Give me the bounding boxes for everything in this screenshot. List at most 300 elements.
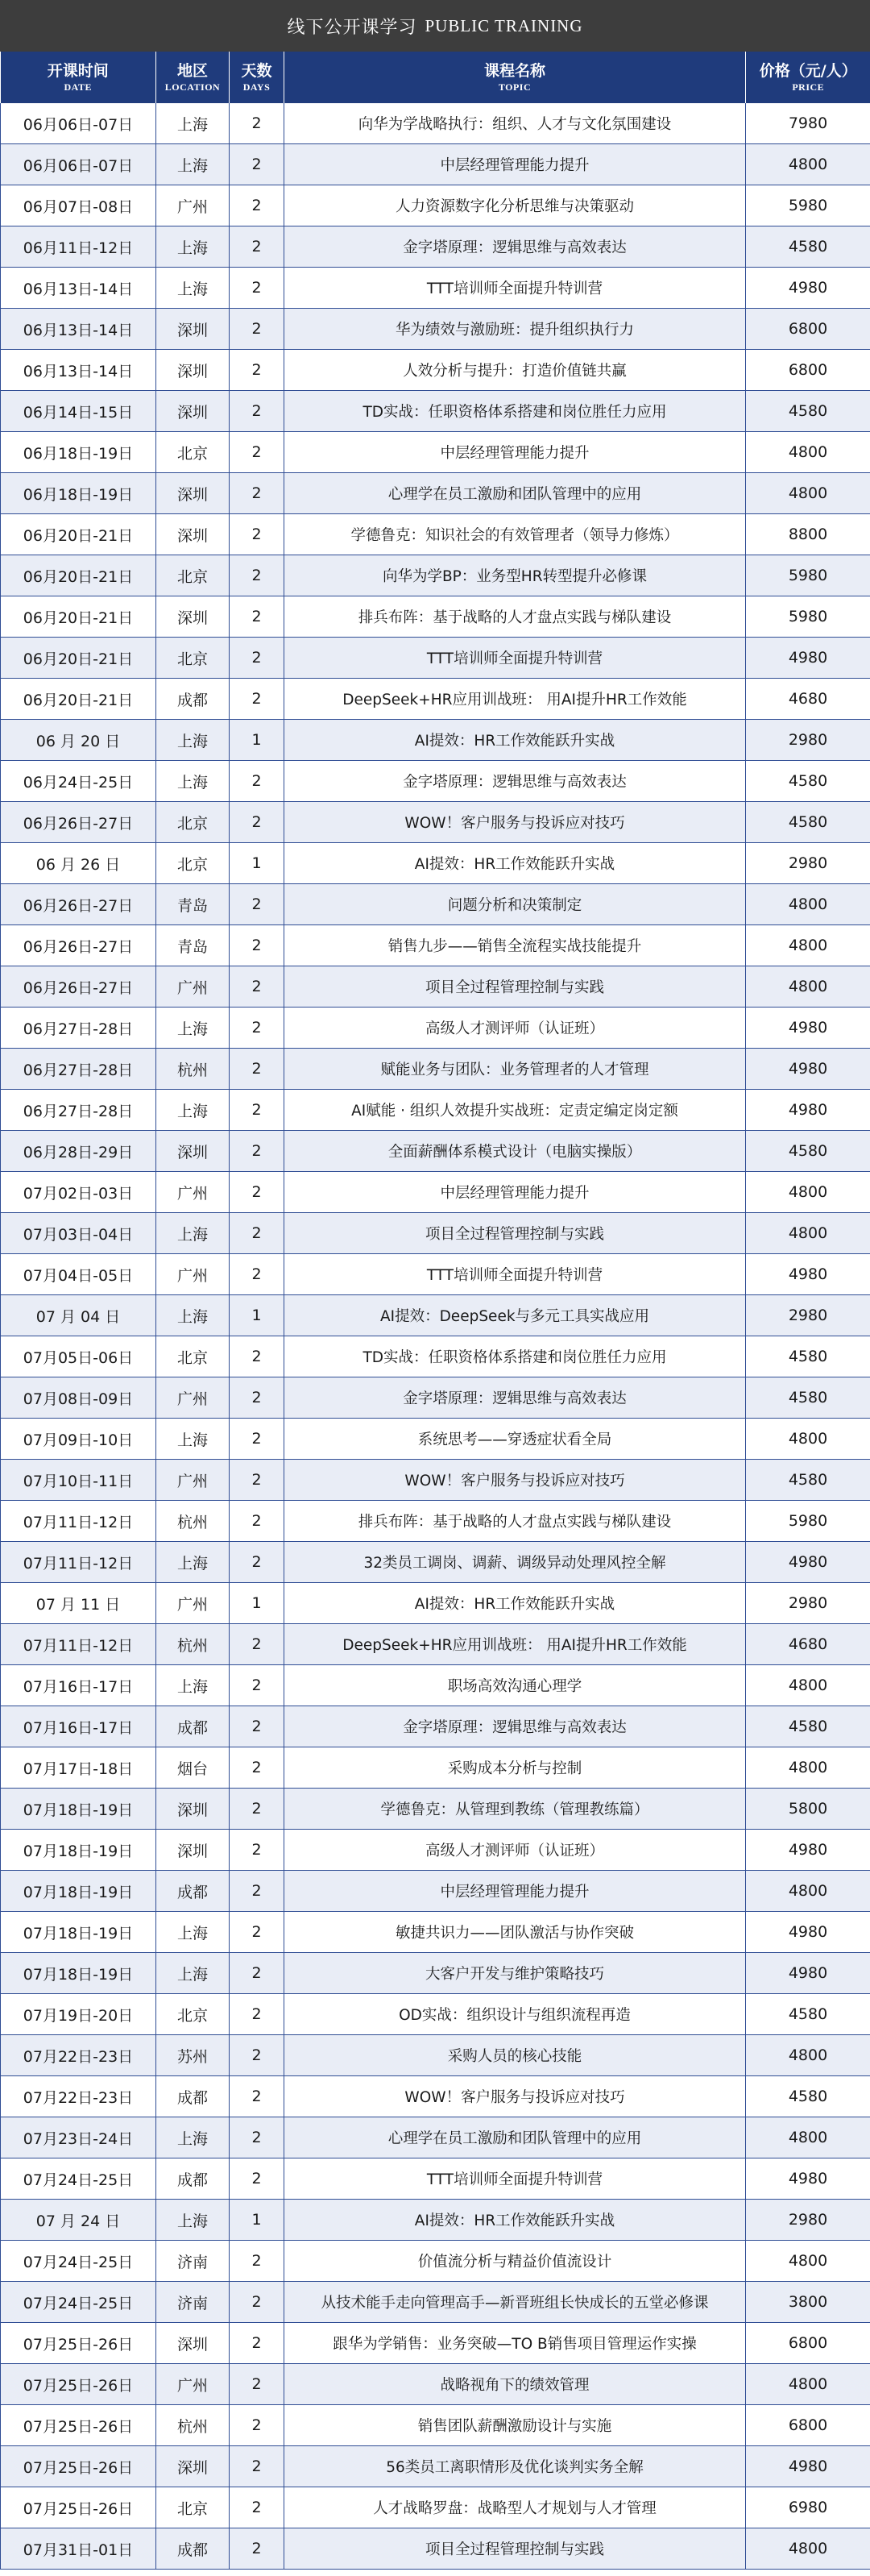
cell-price: 4680 bbox=[746, 1624, 870, 1665]
cell-topic: 金字塔原理：逻辑思维与高效表达 bbox=[284, 1706, 746, 1747]
cell-date: 07月09日-10日 bbox=[1, 1419, 156, 1460]
cell-date: 07月10日-11日 bbox=[1, 1460, 156, 1501]
cell-topic: 金字塔原理：逻辑思维与高效表达 bbox=[284, 226, 746, 268]
cell-location: 北京 bbox=[156, 802, 230, 843]
cell-topic: 学德鲁克：从管理到教练（管理教练篇） bbox=[284, 1789, 746, 1830]
cell-days: 2 bbox=[230, 1049, 284, 1090]
cell-days: 2 bbox=[230, 2405, 284, 2446]
cell-price: 4580 bbox=[746, 1336, 870, 1377]
cell-days: 2 bbox=[230, 1665, 284, 1706]
cell-days: 2 bbox=[230, 1254, 284, 1295]
cell-location: 广州 bbox=[156, 1377, 230, 1419]
cell-date: 06月14日-15日 bbox=[1, 391, 156, 432]
cell-location: 北京 bbox=[156, 1336, 230, 1377]
cell-location: 广州 bbox=[156, 1172, 230, 1213]
cell-location: 上海 bbox=[156, 1665, 230, 1706]
cell-price: 4800 bbox=[746, 1665, 870, 1706]
cell-location: 济南 bbox=[156, 2282, 230, 2323]
cell-location: 广州 bbox=[156, 185, 230, 226]
table-row bbox=[1, 679, 870, 720]
cell-price: 5980 bbox=[746, 596, 870, 638]
cell-location: 深圳 bbox=[156, 391, 230, 432]
cell-topic: 56类员工离职情形及优化谈判实务全解 bbox=[284, 2446, 746, 2487]
cell-date: 07月11日-12日 bbox=[1, 1501, 156, 1542]
cell-date: 07月11日-12日 bbox=[1, 1624, 156, 1665]
table-row bbox=[1, 555, 870, 596]
cell-topic: 全面薪酬体系模式设计（电脑实操版） bbox=[284, 1131, 746, 1172]
cell-days: 2 bbox=[230, 226, 284, 268]
cell-days: 2 bbox=[230, 761, 284, 802]
cell-days: 2 bbox=[230, 2528, 284, 2570]
cell-location: 上海 bbox=[156, 761, 230, 802]
cell-days: 2 bbox=[230, 1377, 284, 1419]
cell-date: 06月07日-08日 bbox=[1, 185, 156, 226]
cell-topic: TD实战：任职资格体系搭建和岗位胜任力应用 bbox=[284, 1336, 746, 1377]
cell-location: 深圳 bbox=[156, 350, 230, 391]
cell-date: 06月24日-25日 bbox=[1, 761, 156, 802]
cell-price: 4580 bbox=[746, 1706, 870, 1747]
table-row bbox=[1, 1131, 870, 1172]
cell-price: 4800 bbox=[746, 925, 870, 966]
cell-location: 青岛 bbox=[156, 884, 230, 925]
cell-location: 上海 bbox=[156, 1008, 230, 1049]
table-row bbox=[1, 1624, 870, 1665]
table-row bbox=[1, 2158, 870, 2200]
header-date-zh: 开课时间 bbox=[47, 62, 109, 80]
table-row bbox=[1, 1830, 870, 1871]
cell-price: 4800 bbox=[746, 966, 870, 1008]
cell-date: 06月11日-12日 bbox=[1, 226, 156, 268]
header-location bbox=[156, 52, 230, 103]
cell-topic: AI赋能 · 组织人效提升实战班：定责定编定岗定额 bbox=[284, 1090, 746, 1131]
cell-price: 4800 bbox=[746, 2117, 870, 2158]
table-row bbox=[1, 1583, 870, 1624]
cell-topic: AI提效：HR工作效能跃升实战 bbox=[284, 843, 746, 884]
cell-topic: 销售团队薪酬激励设计与实施 bbox=[284, 2405, 746, 2446]
cell-days: 2 bbox=[230, 1090, 284, 1131]
cell-topic: 心理学在员工激励和团队管理中的应用 bbox=[284, 473, 746, 514]
cell-days: 2 bbox=[230, 2487, 284, 2528]
cell-topic: AI提效：DeepSeek与多元工具实战应用 bbox=[284, 1295, 746, 1336]
table-row bbox=[1, 966, 870, 1008]
cell-location: 上海 bbox=[156, 1542, 230, 1583]
cell-date: 07月02日-03日 bbox=[1, 1172, 156, 1213]
table-row bbox=[1, 103, 870, 144]
table-row bbox=[1, 350, 870, 391]
cell-days: 2 bbox=[230, 2364, 284, 2405]
cell-location: 北京 bbox=[156, 555, 230, 596]
banner-title-zh: 线下公开课学习 bbox=[287, 17, 417, 38]
cell-location: 上海 bbox=[156, 103, 230, 144]
cell-location: 上海 bbox=[156, 1090, 230, 1131]
cell-location: 北京 bbox=[156, 843, 230, 884]
cell-location: 成都 bbox=[156, 2528, 230, 2570]
cell-date: 07月16日-17日 bbox=[1, 1665, 156, 1706]
table-row bbox=[1, 1747, 870, 1789]
cell-price: 4580 bbox=[746, 1377, 870, 1419]
table-row bbox=[1, 802, 870, 843]
cell-topic: 金字塔原理：逻辑思维与高效表达 bbox=[284, 1377, 746, 1419]
cell-price: 4580 bbox=[746, 391, 870, 432]
cell-date: 07月22日-23日 bbox=[1, 2035, 156, 2076]
table-row bbox=[1, 1501, 870, 1542]
header-days bbox=[230, 52, 284, 103]
cell-topic: 华为绩效与激励班：提升组织执行力 bbox=[284, 309, 746, 350]
cell-price: 4980 bbox=[746, 1090, 870, 1131]
page-banner bbox=[0, 0, 870, 52]
cell-days: 2 bbox=[230, 2241, 284, 2282]
cell-location: 上海 bbox=[156, 1213, 230, 1254]
cell-location: 杭州 bbox=[156, 1049, 230, 1090]
cell-location: 成都 bbox=[156, 1871, 230, 1912]
cell-days: 2 bbox=[230, 1419, 284, 1460]
cell-price: 4580 bbox=[746, 802, 870, 843]
cell-topic: 项目全过程管理控制与实践 bbox=[284, 1213, 746, 1254]
cell-location: 成都 bbox=[156, 2158, 230, 2200]
cell-days: 2 bbox=[230, 802, 284, 843]
cell-topic: 向华为学战略执行：组织、人才与文化氛围建设 bbox=[284, 103, 746, 144]
cell-topic: 心理学在员工激励和团队管理中的应用 bbox=[284, 2117, 746, 2158]
cell-days: 2 bbox=[230, 473, 284, 514]
cell-topic: 向华为学BP：业务型HR转型提升必修课 bbox=[284, 555, 746, 596]
cell-days: 2 bbox=[230, 925, 284, 966]
header-location-en: LOCATION bbox=[164, 81, 221, 93]
table-row bbox=[1, 1213, 870, 1254]
cell-price: 2980 bbox=[746, 843, 870, 884]
cell-days: 2 bbox=[230, 1871, 284, 1912]
cell-date: 06月27日-28日 bbox=[1, 1090, 156, 1131]
cell-days: 2 bbox=[230, 103, 284, 144]
cell-days: 2 bbox=[230, 2446, 284, 2487]
cell-days: 2 bbox=[230, 391, 284, 432]
cell-topic: TD实战：任职资格体系搭建和岗位胜任力应用 bbox=[284, 391, 746, 432]
table-row bbox=[1, 2446, 870, 2487]
cell-days: 2 bbox=[230, 555, 284, 596]
cell-days: 2 bbox=[230, 1008, 284, 1049]
cell-days: 2 bbox=[230, 1994, 284, 2035]
cell-days: 2 bbox=[230, 1706, 284, 1747]
cell-days: 2 bbox=[230, 1747, 284, 1789]
table-row bbox=[1, 1665, 870, 1706]
cell-topic: 赋能业务与团队：业务管理者的人才管理 bbox=[284, 1049, 746, 1090]
cell-location: 广州 bbox=[156, 1583, 230, 1624]
cell-location: 深圳 bbox=[156, 1131, 230, 1172]
cell-price: 2980 bbox=[746, 1295, 870, 1336]
cell-topic: AI提效：HR工作效能跃升实战 bbox=[284, 2200, 746, 2241]
cell-location: 深圳 bbox=[156, 514, 230, 555]
cell-date: 07 月 11 日 bbox=[1, 1583, 156, 1624]
cell-price: 4800 bbox=[746, 2528, 870, 2570]
table-row bbox=[1, 473, 870, 514]
cell-topic: AI提效：HR工作效能跃升实战 bbox=[284, 720, 746, 761]
cell-date: 06月18日-19日 bbox=[1, 473, 156, 514]
cell-location: 北京 bbox=[156, 1994, 230, 2035]
cell-days: 2 bbox=[230, 1953, 284, 1994]
cell-topic: 人才战略罗盘：战略型人才规划与人才管理 bbox=[284, 2487, 746, 2528]
table-row bbox=[1, 309, 870, 350]
header-location-zh: 地区 bbox=[176, 62, 208, 80]
table-row bbox=[1, 1049, 870, 1090]
cell-date: 06月20日-21日 bbox=[1, 679, 156, 720]
cell-date: 07月18日-19日 bbox=[1, 1953, 156, 1994]
cell-topic: TTT培训师全面提升特训营 bbox=[284, 2158, 746, 2200]
cell-location: 青岛 bbox=[156, 925, 230, 966]
cell-days: 2 bbox=[230, 185, 284, 226]
cell-date: 07月25日-26日 bbox=[1, 2405, 156, 2446]
cell-days: 2 bbox=[230, 268, 284, 309]
header-topic bbox=[284, 52, 746, 103]
header-price bbox=[746, 52, 870, 103]
table-row bbox=[1, 2200, 870, 2241]
cell-days: 1 bbox=[230, 720, 284, 761]
cell-location: 深圳 bbox=[156, 473, 230, 514]
cell-price: 2980 bbox=[746, 2200, 870, 2241]
cell-date: 06月20日-21日 bbox=[1, 514, 156, 555]
cell-days: 2 bbox=[230, 350, 284, 391]
cell-location: 成都 bbox=[156, 679, 230, 720]
cell-date: 07月11日-12日 bbox=[1, 1542, 156, 1583]
table-row bbox=[1, 2405, 870, 2446]
header-topic-en: TOPIC bbox=[498, 81, 532, 93]
cell-topic: WOW！客户服务与投诉应对技巧 bbox=[284, 1460, 746, 1501]
cell-date: 07月08日-09日 bbox=[1, 1377, 156, 1419]
cell-location: 上海 bbox=[156, 2117, 230, 2158]
banner-title-en: PUBLIC TRAINING bbox=[425, 15, 583, 35]
table-row bbox=[1, 761, 870, 802]
cell-topic: DeepSeek+HR应用训战班： 用AI提升HR工作效能 bbox=[284, 679, 746, 720]
cell-price: 4800 bbox=[746, 884, 870, 925]
table-row bbox=[1, 2076, 870, 2117]
cell-topic: AI提效：HR工作效能跃升实战 bbox=[284, 1583, 746, 1624]
cell-topic: 跟华为学销售：业务突破—TO B销售项目管理运作实操 bbox=[284, 2323, 746, 2364]
cell-date: 07月24日-25日 bbox=[1, 2282, 156, 2323]
cell-date: 06月20日-21日 bbox=[1, 555, 156, 596]
cell-price: 4980 bbox=[746, 1542, 870, 1583]
cell-date: 06月20日-21日 bbox=[1, 596, 156, 638]
cell-topic: 采购人员的核心技能 bbox=[284, 2035, 746, 2076]
table-row bbox=[1, 226, 870, 268]
cell-location: 上海 bbox=[156, 1953, 230, 1994]
header-price-zh: 价格（元/人） bbox=[759, 62, 857, 80]
cell-price: 3800 bbox=[746, 2282, 870, 2323]
cell-location: 深圳 bbox=[156, 1830, 230, 1871]
cell-days: 2 bbox=[230, 596, 284, 638]
cell-days: 2 bbox=[230, 1336, 284, 1377]
cell-date: 07月25日-26日 bbox=[1, 2323, 156, 2364]
cell-topic: 敏捷共识力——团队激活与协作突破 bbox=[284, 1912, 746, 1953]
cell-price: 5800 bbox=[746, 1789, 870, 1830]
table-row bbox=[1, 514, 870, 555]
cell-date: 07月04日-05日 bbox=[1, 1254, 156, 1295]
cell-date: 07月18日-19日 bbox=[1, 1830, 156, 1871]
cell-date: 07月19日-20日 bbox=[1, 1994, 156, 2035]
cell-days: 2 bbox=[230, 679, 284, 720]
cell-topic: OD实战：组织设计与组织流程再造 bbox=[284, 1994, 746, 2035]
cell-topic: DeepSeek+HR应用训战班： 用AI提升HR工作效能 bbox=[284, 1624, 746, 1665]
cell-price: 5980 bbox=[746, 555, 870, 596]
schedule-table bbox=[0, 52, 870, 2570]
cell-price: 4800 bbox=[746, 1419, 870, 1460]
header-date-en: DATE bbox=[64, 81, 92, 93]
cell-location: 广州 bbox=[156, 966, 230, 1008]
cell-topic: 中层经理管理能力提升 bbox=[284, 1172, 746, 1213]
cell-price: 6980 bbox=[746, 2487, 870, 2528]
cell-price: 4680 bbox=[746, 679, 870, 720]
table-row bbox=[1, 1789, 870, 1830]
table-row bbox=[1, 1254, 870, 1295]
table-row bbox=[1, 884, 870, 925]
cell-topic: 中层经理管理能力提升 bbox=[284, 1871, 746, 1912]
cell-date: 06月13日-14日 bbox=[1, 350, 156, 391]
cell-location: 深圳 bbox=[156, 2323, 230, 2364]
table-row bbox=[1, 1377, 870, 1419]
table-row bbox=[1, 596, 870, 638]
cell-date: 07 月 04 日 bbox=[1, 1295, 156, 1336]
cell-days: 2 bbox=[230, 432, 284, 473]
cell-location: 上海 bbox=[156, 268, 230, 309]
cell-days: 2 bbox=[230, 884, 284, 925]
cell-topic: 系统思考——穿透症状看全局 bbox=[284, 1419, 746, 1460]
cell-price: 4800 bbox=[746, 473, 870, 514]
table-row bbox=[1, 1419, 870, 1460]
header-days-en: DAYS bbox=[242, 81, 271, 93]
cell-price: 7980 bbox=[746, 103, 870, 144]
cell-date: 07月17日-18日 bbox=[1, 1747, 156, 1789]
cell-days: 2 bbox=[230, 1501, 284, 1542]
cell-topic: 人效分析与提升：打造价值链共赢 bbox=[284, 350, 746, 391]
cell-location: 北京 bbox=[156, 638, 230, 679]
cell-location: 上海 bbox=[156, 1912, 230, 1953]
table-row bbox=[1, 1542, 870, 1583]
cell-date: 07月05日-06日 bbox=[1, 1336, 156, 1377]
cell-topic: 从技术能手走向管理高手—新晋班组长快成长的五堂必修课 bbox=[284, 2282, 746, 2323]
cell-topic: 项目全过程管理控制与实践 bbox=[284, 966, 746, 1008]
cell-days: 2 bbox=[230, 2117, 284, 2158]
table-row bbox=[1, 432, 870, 473]
header-days-zh: 天数 bbox=[241, 62, 272, 80]
table-header bbox=[1, 52, 870, 103]
cell-location: 上海 bbox=[156, 226, 230, 268]
table-row bbox=[1, 2364, 870, 2405]
cell-days: 2 bbox=[230, 1131, 284, 1172]
cell-days: 2 bbox=[230, 2282, 284, 2323]
cell-date: 07月25日-26日 bbox=[1, 2446, 156, 2487]
cell-date: 06月26日-27日 bbox=[1, 966, 156, 1008]
cell-location: 杭州 bbox=[156, 1624, 230, 1665]
cell-date: 07月25日-26日 bbox=[1, 2487, 156, 2528]
cell-topic: 32类员工调岗、调薪、调级异动处理风控全解 bbox=[284, 1542, 746, 1583]
cell-price: 4980 bbox=[746, 1008, 870, 1049]
cell-date: 07月18日-19日 bbox=[1, 1789, 156, 1830]
cell-topic: 项目全过程管理控制与实践 bbox=[284, 2528, 746, 2570]
cell-days: 2 bbox=[230, 1912, 284, 1953]
cell-price: 4800 bbox=[746, 432, 870, 473]
header-date bbox=[1, 52, 156, 103]
cell-price: 4980 bbox=[746, 1912, 870, 1953]
cell-location: 北京 bbox=[156, 2487, 230, 2528]
table-row bbox=[1, 2487, 870, 2528]
table-row bbox=[1, 638, 870, 679]
cell-date: 07月03日-04日 bbox=[1, 1213, 156, 1254]
cell-days: 2 bbox=[230, 638, 284, 679]
cell-price: 4800 bbox=[746, 1747, 870, 1789]
cell-topic: WOW！客户服务与投诉应对技巧 bbox=[284, 2076, 746, 2117]
cell-topic: 职场高效沟通心理学 bbox=[284, 1665, 746, 1706]
cell-date: 06月18日-19日 bbox=[1, 432, 156, 473]
cell-topic: 问题分析和决策制定 bbox=[284, 884, 746, 925]
cell-date: 06月26日-27日 bbox=[1, 802, 156, 843]
cell-date: 06月28日-29日 bbox=[1, 1131, 156, 1172]
cell-topic: 战略视角下的绩效管理 bbox=[284, 2364, 746, 2405]
cell-days: 2 bbox=[230, 2323, 284, 2364]
cell-date: 06月13日-14日 bbox=[1, 309, 156, 350]
cell-topic: 采购成本分析与控制 bbox=[284, 1747, 746, 1789]
cell-days: 2 bbox=[230, 2035, 284, 2076]
cell-price: 2980 bbox=[746, 720, 870, 761]
cell-location: 杭州 bbox=[156, 2405, 230, 2446]
cell-location: 深圳 bbox=[156, 1789, 230, 1830]
cell-date: 07月24日-25日 bbox=[1, 2158, 156, 2200]
cell-location: 烟台 bbox=[156, 1747, 230, 1789]
cell-topic: 排兵布阵：基于战略的人才盘点实践与梯队建设 bbox=[284, 596, 746, 638]
cell-days: 2 bbox=[230, 2076, 284, 2117]
cell-date: 06月20日-21日 bbox=[1, 638, 156, 679]
cell-date: 06月13日-14日 bbox=[1, 268, 156, 309]
cell-topic: 高级人才测评师（认证班） bbox=[284, 1008, 746, 1049]
table-row bbox=[1, 2035, 870, 2076]
cell-price: 5980 bbox=[746, 1501, 870, 1542]
cell-days: 2 bbox=[230, 514, 284, 555]
table-row bbox=[1, 843, 870, 884]
cell-date: 07月31日-01日 bbox=[1, 2528, 156, 2570]
cell-location: 杭州 bbox=[156, 1501, 230, 1542]
cell-location: 成都 bbox=[156, 1706, 230, 1747]
cell-location: 广州 bbox=[156, 2364, 230, 2405]
cell-location: 成都 bbox=[156, 2076, 230, 2117]
cell-topic: 价值流分析与精益价值流设计 bbox=[284, 2241, 746, 2282]
table-row bbox=[1, 2241, 870, 2282]
cell-location: 上海 bbox=[156, 1295, 230, 1336]
cell-date: 06 月 26 日 bbox=[1, 843, 156, 884]
table-row bbox=[1, 720, 870, 761]
cell-price: 8800 bbox=[746, 514, 870, 555]
cell-topic: 排兵布阵：基于战略的人才盘点实践与梯队建设 bbox=[284, 1501, 746, 1542]
cell-date: 07月16日-17日 bbox=[1, 1706, 156, 1747]
cell-days: 1 bbox=[230, 843, 284, 884]
cell-price: 4580 bbox=[746, 1460, 870, 1501]
cell-price: 4800 bbox=[746, 1213, 870, 1254]
cell-date: 06月06日-07日 bbox=[1, 144, 156, 185]
cell-date: 06月27日-28日 bbox=[1, 1008, 156, 1049]
cell-price: 4800 bbox=[746, 2035, 870, 2076]
cell-days: 2 bbox=[230, 1789, 284, 1830]
cell-date: 06 月 20 日 bbox=[1, 720, 156, 761]
cell-days: 1 bbox=[230, 2200, 284, 2241]
cell-price: 4580 bbox=[746, 1994, 870, 2035]
cell-date: 07月18日-19日 bbox=[1, 1912, 156, 1953]
cell-location: 济南 bbox=[156, 2241, 230, 2282]
cell-price: 4980 bbox=[746, 638, 870, 679]
table-row bbox=[1, 1871, 870, 1912]
cell-date: 06月26日-27日 bbox=[1, 925, 156, 966]
cell-location: 上海 bbox=[156, 1419, 230, 1460]
table-row bbox=[1, 2282, 870, 2323]
cell-price: 2980 bbox=[746, 1583, 870, 1624]
cell-price: 4980 bbox=[746, 1254, 870, 1295]
cell-price: 4800 bbox=[746, 2241, 870, 2282]
cell-topic: WOW！客户服务与投诉应对技巧 bbox=[284, 802, 746, 843]
cell-topic: 中层经理管理能力提升 bbox=[284, 432, 746, 473]
